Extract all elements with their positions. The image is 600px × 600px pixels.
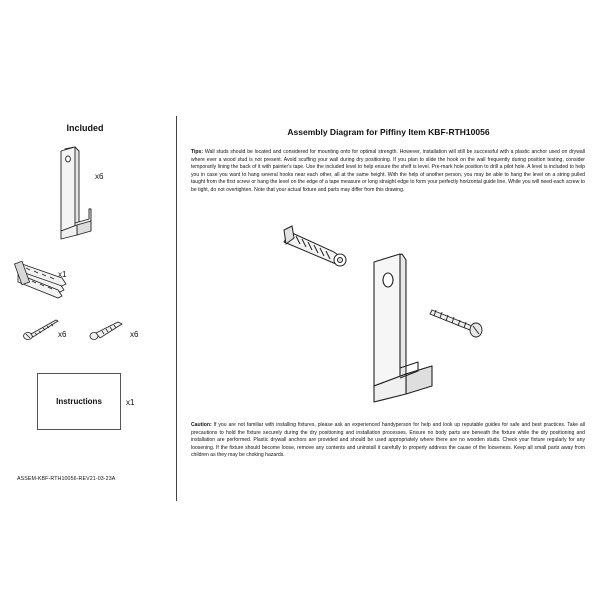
tips-label: Tips:	[191, 149, 204, 155]
instructions-qty: x1	[126, 398, 135, 407]
caution-text: If you are not familiar with installing fixtures, please ask an experienced handyperson for help and look up reputable guides for safe and best practices. Take all precautions to hold the fixture securely during the dry positioning and installation processes. Ensure no body parts are beneath the fixture while the dry positioning and installation are performed. Plastic drywall anchors are provided and should be used appropriately where there are no wooden studs. Check your fixture regularly for any loosening. If the fixture should become loose, remove any contents and uninstall it carefully to properly address the cause of the looseness. Keep all small parts away from children as they may be choking hazards.	[191, 422, 586, 459]
hook-qty: x6	[95, 172, 104, 181]
caution-label: Caution:	[191, 422, 212, 428]
included-title: Included	[66, 123, 104, 133]
anchor-qty: x6	[130, 330, 139, 339]
document-code: ASSEM-KBF-RTH10056-REV21-03-23A	[17, 476, 116, 482]
wall-anchor-icon	[88, 316, 128, 342]
tips-paragraph	[191, 149, 585, 195]
screw-qty: x6	[58, 330, 67, 339]
anchor-pack-qty: x1	[58, 270, 67, 279]
anchor-pack-icon	[16, 260, 72, 300]
instructions-box	[37, 373, 121, 430]
tips-text: Wall studs should be located and considered for mounting onto for optimal strength. However, installation will still be successful with a plastic anchor used on drywall where ever a wood stud is not present. Avoid scuffing your wall during dry positioning. If you plan to slide the hook on the wall frequently during position testing, consider temporarily lining the back of it with painter's tape. Use the included level to help ensure the shelf is level. Pre-mark hole position to drill a pilot hole. A level is included to help you in case you want to hang several hooks near each other, all at the same height. With the help of another person, you may be able to hang the level on a string pulled taught from the first screw or hang the level on the edge of a tape measure or long straight edge to form your perfectly horizontal guide line. While you will need each screw to be tight, do not overtighten. Note that your actual fixture and parts may differ from this drawing.	[191, 149, 585, 193]
instructions-label: Instructions	[56, 397, 102, 406]
hook-part-icon	[55, 145, 95, 245]
caution-paragraph	[191, 422, 585, 460]
screw-icon	[22, 316, 62, 342]
page-title: Assembly Diagram for Piffiny Item KBF-RTH10056	[287, 127, 490, 137]
panel-divider	[176, 116, 177, 501]
large-wall-anchor-icon	[282, 224, 352, 274]
large-screw-icon	[428, 304, 488, 340]
